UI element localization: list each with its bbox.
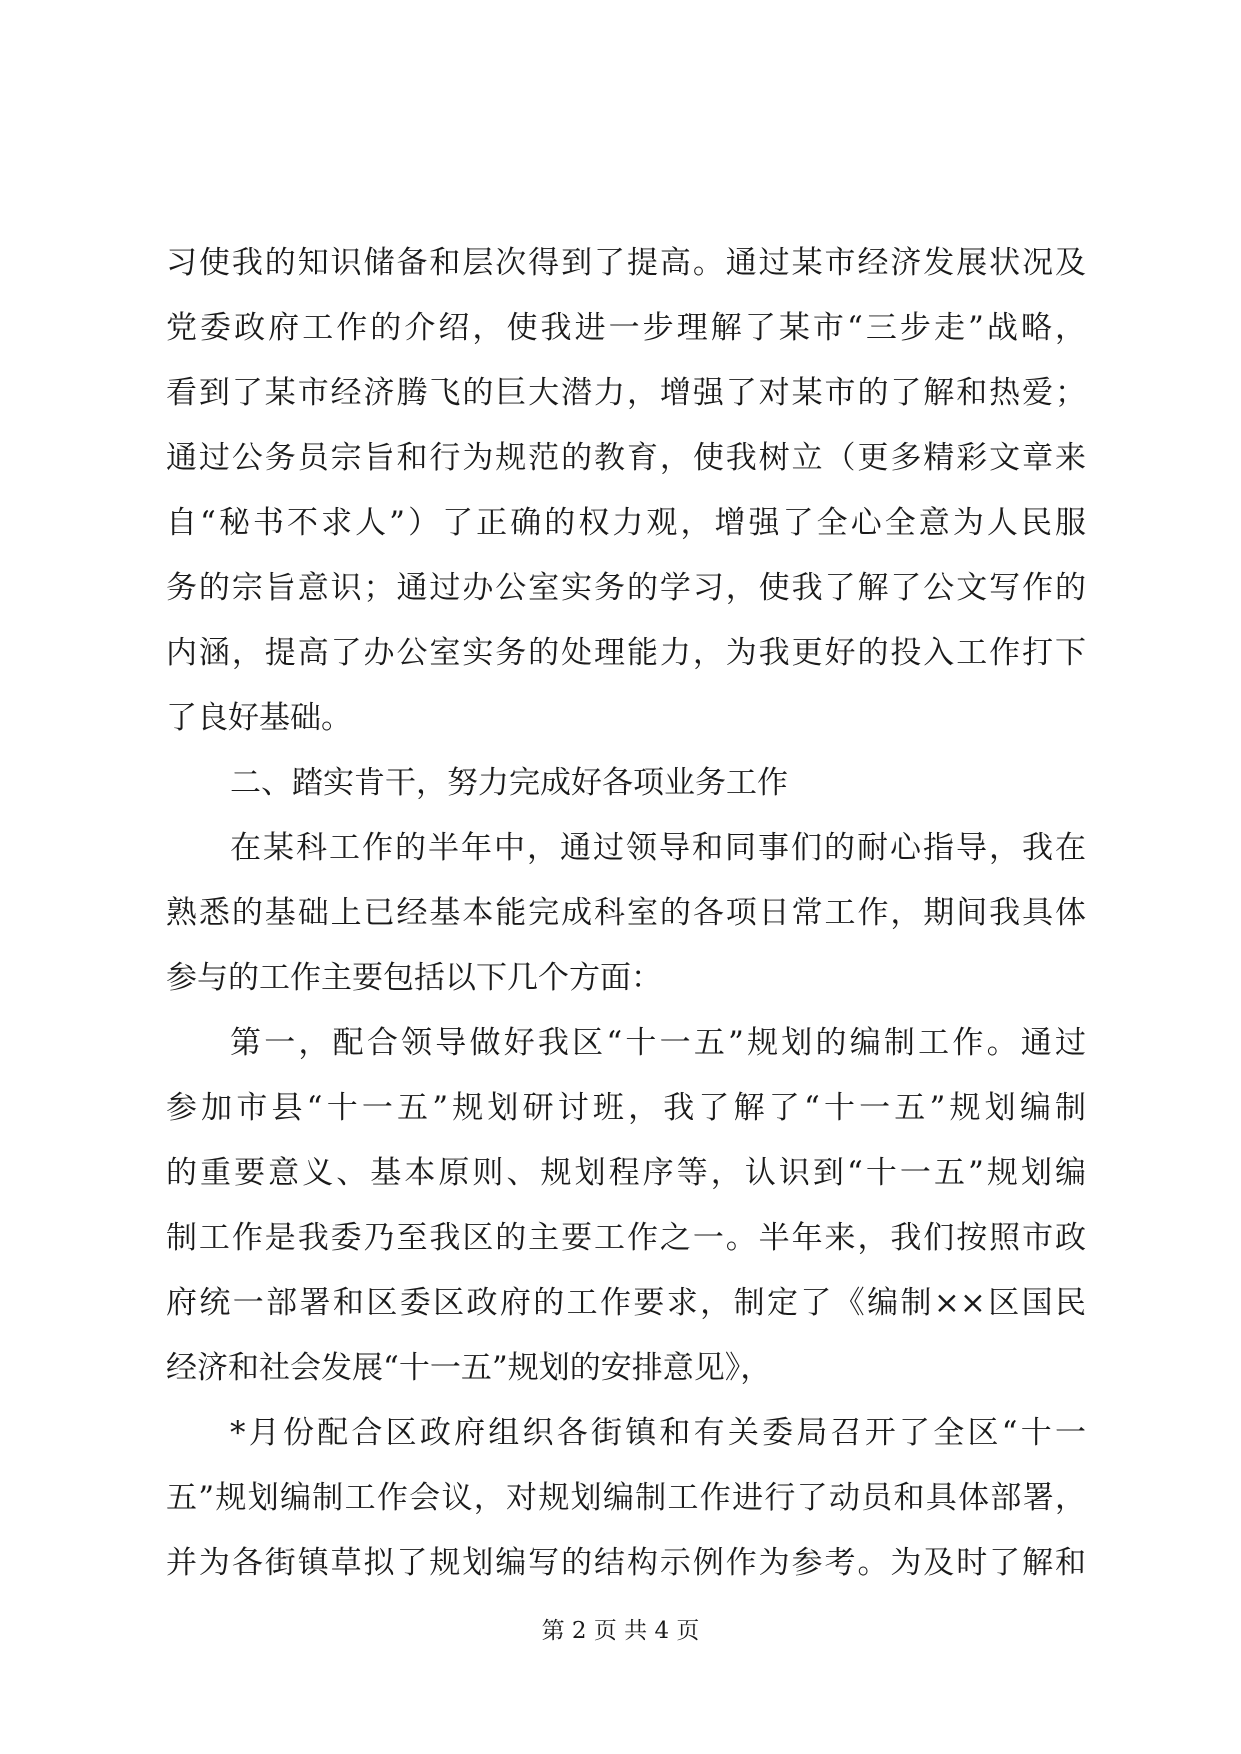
- text-line: 了良好基础。: [166, 700, 352, 736]
- text-line: 熟悉的基础上已经基本能完成科室的各项日常工作，期间我具体: [166, 895, 1086, 931]
- text-line: 参与的工作主要包括以下几个方面：: [166, 960, 662, 996]
- text-line: 制工作是我委乃至我区的主要工作之一。半年来，我们按照市政: [166, 1220, 1086, 1256]
- text-line: 府统一部署和区委区政府的工作要求，制定了《编制××区国民: [166, 1285, 1086, 1321]
- text-line: 党委政府工作的介绍，使我进一步理解了某市“三步走”战略，: [166, 310, 1086, 346]
- text-line: 第一，配合领导做好我区“十一五”规划的编制工作。通过: [230, 1025, 1086, 1061]
- text-line: 在某科工作的半年中，通过领导和同事们的耐心指导，我在: [230, 830, 1086, 866]
- document-body: [166, 231, 1086, 1596]
- text-line: 并为各街镇草拟了规划编写的结构示例作为参考。为及时了解和: [166, 1545, 1086, 1581]
- text-line: 经济和社会发展“十一五”规划的安排意见》，: [166, 1350, 772, 1386]
- text-line: 通过公务员宗旨和行为规范的教育，使我树立（更多精彩文章来: [166, 440, 1086, 476]
- page-number-footer: 第 2 页 共 4 页: [541, 1618, 700, 1644]
- text-line: 内涵，提高了办公室实务的处理能力，为我更好的投入工作打下: [166, 635, 1086, 671]
- text-line: 务的宗旨意识；通过办公室实务的学习，使我了解了公文写作的: [166, 570, 1086, 606]
- text-line: 看到了某市经济腾飞的巨大潜力，增强了对某市的了解和热爱；: [166, 375, 1086, 411]
- text-line: 的重要意义、基本原则、规划程序等，认识到“十一五”规划编: [166, 1155, 1086, 1191]
- text-line: 习使我的知识储备和层次得到了提高。通过某市经济发展状况及: [166, 245, 1086, 281]
- text-line: 五”规划编制工作会议，对规划编制工作进行了动员和具体部署，: [166, 1480, 1086, 1516]
- text-line: 自“秘书不求人”）了正确的权力观，增强了全心全意为人民服: [166, 505, 1086, 541]
- text-line: 参加市县“十一五”规划研讨班，我了解了“十一五”规划编制: [166, 1090, 1086, 1126]
- text-line: *月份配合区政府组织各街镇和有关委局召开了全区“十一: [230, 1415, 1086, 1451]
- section-heading: 二、踏实肯干，努力完成好各项业务工作: [230, 765, 788, 801]
